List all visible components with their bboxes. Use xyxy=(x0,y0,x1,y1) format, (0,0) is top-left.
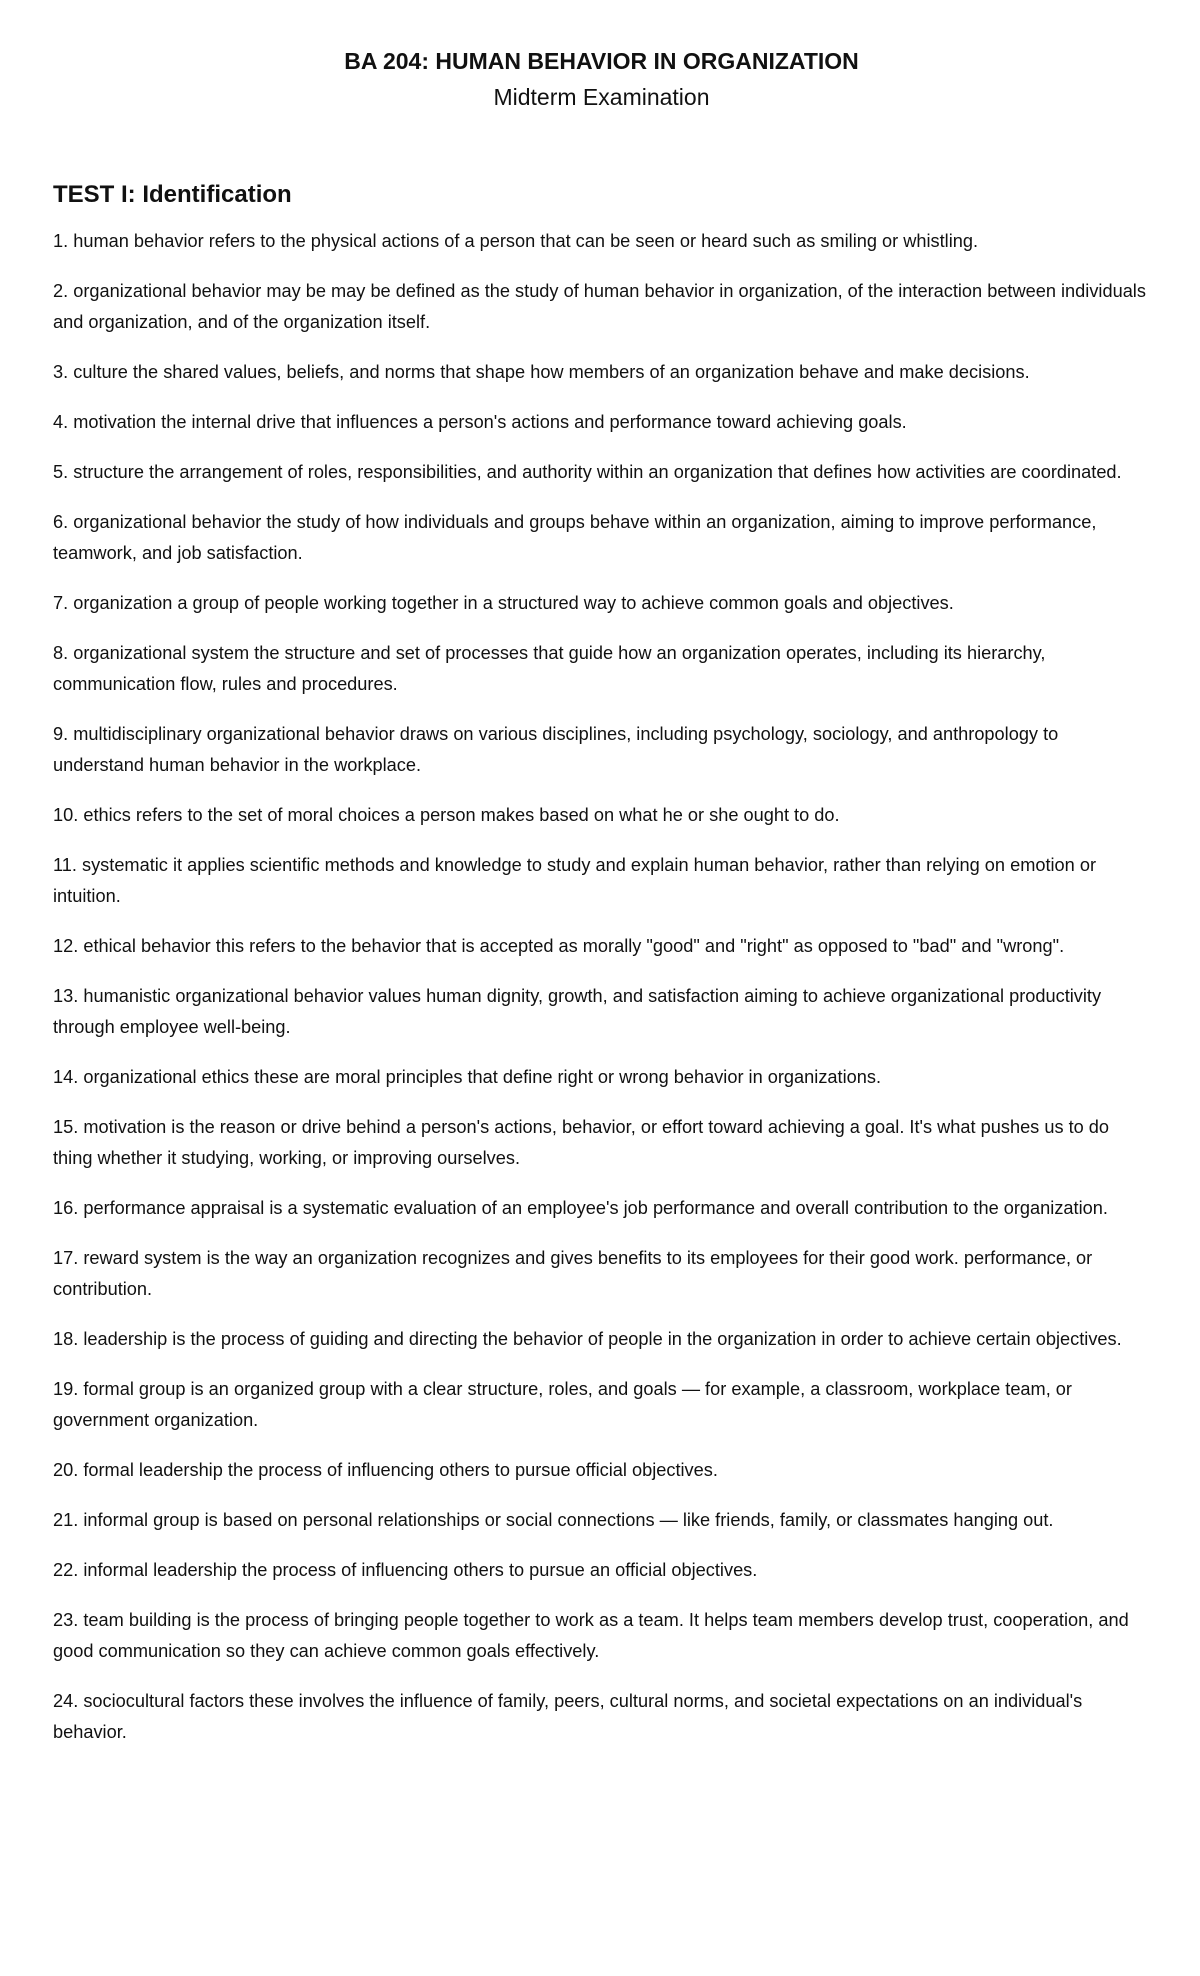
list-item: 1. human behavior refers to the physical actions of a person that can be seen or heard such as smiling or whistling. xyxy=(53,231,979,251)
list-item: 4. motivation the internal drive that influences a person's actions and performance toward achieving goals. xyxy=(53,412,907,432)
list-item: 11. systematic it applies scientific methods and knowledge to study and explain human behavior, rather than relying on emotion or intuition. xyxy=(53,855,1097,906)
list-item: 20. formal leadership the process of influencing others to pursue official objectives. xyxy=(53,1460,718,1480)
list-item: 6. organizational behavior the study of how individuals and groups behave within an organization, aiming to improve performance, teamwork, and job satisfaction. xyxy=(53,512,1097,563)
identification-list xyxy=(53,226,1150,1748)
list-item: 24. sociocultural factors these involves the influence of family, peers, cultural norms, and societal expectations on an individual's behavior. xyxy=(53,1691,1083,1742)
list-item: 3. culture the shared values, beliefs, and norms that shape how members of an organization behave and make decisions. xyxy=(53,362,1030,382)
list-item: 13. humanistic organizational behavior values human dignity, growth, and satisfaction aiming to achieve organizational productivity through employee well-being. xyxy=(53,986,1102,1037)
document-subtitle: Midterm Examination xyxy=(493,84,710,110)
list-item: 15. motivation is the reason or drive behind a person's actions, behavior, or effort toward achieving a goal. It's what pushes us to do thing whether it studying, working, or improving ourselves. xyxy=(53,1117,1110,1168)
list-item: 16. performance appraisal is a systematic evaluation of an employee's job performance and overall contribution to the organization. xyxy=(53,1198,1108,1218)
list-item: 21. informal group is based on personal relationships or social connections — like friends, family, or classmates hanging out. xyxy=(53,1510,1054,1530)
list-item: 14. organizational ethics these are moral principles that define right or wrong behavior in organizations. xyxy=(53,1067,882,1087)
list-item: 22. informal leadership the process of influencing others to pursue an official objectives. xyxy=(53,1560,758,1580)
list-item: 5. structure the arrangement of roles, responsibilities, and authority within an organization that defines how activities are coordinated. xyxy=(53,462,1122,482)
list-item: 2. organizational behavior may be may be defined as the study of human behavior in organization, of the interaction between individuals and organization, and of the organization itself. xyxy=(53,281,1146,332)
list-item: 9. multidisciplinary organizational behavior draws on various disciplines, including psychology, sociology, and anthropology to understand human behavior in the workplace. xyxy=(53,724,1059,775)
document-header xyxy=(53,44,1150,114)
section-label: TEST I: xyxy=(53,181,136,208)
list-item: 18. leadership is the process of guiding and directing the behavior of people in the organization in order to achieve certain objectives. xyxy=(53,1329,1122,1349)
list-item: 19. formal group is an organized group with a clear structure, roles, and goals — for example, a classroom, workplace team, or government organization. xyxy=(53,1379,1072,1430)
list-item: 8. organizational system the structure and set of processes that guide how an organization operates, including its hierarchy, communication flow, rules and procedures. xyxy=(53,643,1046,694)
list-item: 10. ethics refers to the set of moral choices a person makes based on what he or she ought to do. xyxy=(53,805,840,825)
section-heading xyxy=(53,178,1150,212)
document-title: BA 204: HUMAN BEHAVIOR IN ORGANIZATION xyxy=(344,48,859,74)
section-name: Identification xyxy=(142,181,292,208)
list-item: 17. reward system is the way an organization recognizes and gives benefits to its employees for their good work. performance, or contribution. xyxy=(53,1248,1093,1299)
list-item: 12. ethical behavior this refers to the behavior that is accepted as morally "good" and "right" as opposed to "bad" and "wrong". xyxy=(53,936,1065,956)
list-item: 7. organization a group of people working together in a structured way to achieve common goals and objectives. xyxy=(53,593,954,613)
list-item: 23. team building is the process of bringing people together to work as a team. It helps team members develop trust, cooperation, and good communication so they can achieve common goals effectively. xyxy=(53,1610,1129,1661)
